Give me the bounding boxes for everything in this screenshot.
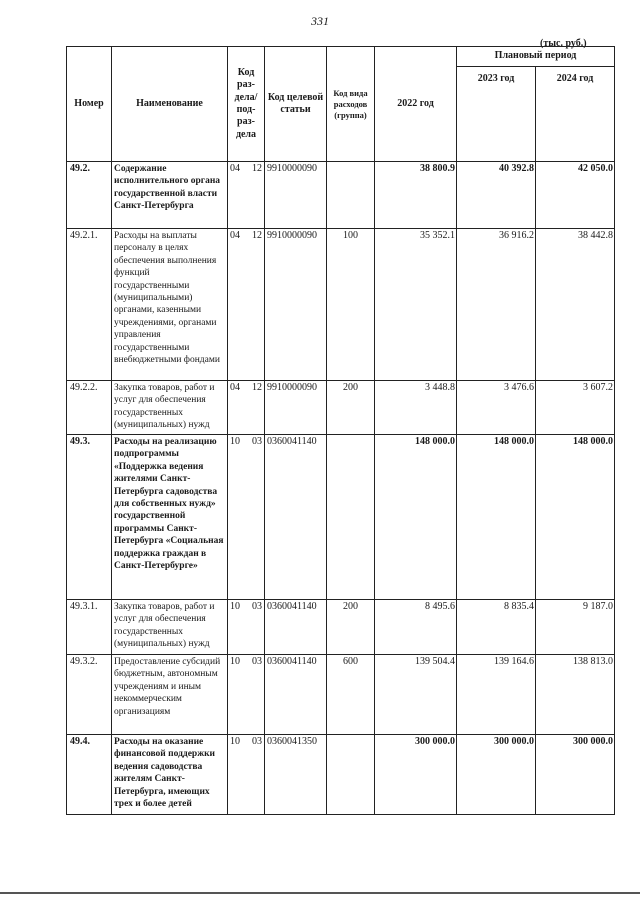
row-target: 0360041140 bbox=[265, 655, 327, 735]
row-2023: 3 476.6 bbox=[457, 381, 536, 435]
row-name: Закупка товаров, работ и услуг для обеспечения государственных (муниципальных) нужд bbox=[112, 381, 228, 435]
subsection-code: 12 bbox=[252, 230, 262, 241]
section-code: 04 bbox=[230, 230, 240, 241]
section-code: 10 bbox=[230, 601, 240, 612]
row-2023: 148 000.0 bbox=[457, 435, 536, 600]
section-code: 04 bbox=[230, 382, 240, 393]
footer-rule bbox=[0, 892, 640, 894]
section-code: 04 bbox=[230, 163, 240, 174]
header-section: Код раз- дела/ под- раз- дела bbox=[228, 47, 265, 162]
row-number: 49.2.2. bbox=[67, 381, 112, 435]
row-number: 49.3.2. bbox=[67, 655, 112, 735]
row-name: Расходы на оказание финансовой поддержки ведения садоводства жителям Санкт-Петербурга, имеющих трех и более детей bbox=[112, 735, 228, 815]
row-number: 49.4. bbox=[67, 735, 112, 815]
row-expense-type: 200 bbox=[327, 600, 375, 655]
table-row bbox=[67, 655, 615, 735]
row-section bbox=[228, 735, 265, 815]
row-2022: 8 495.6 bbox=[375, 600, 457, 655]
row-target: 9910000090 bbox=[265, 229, 327, 381]
row-number: 49.3. bbox=[67, 435, 112, 600]
row-name: Закупка товаров, работ и услуг для обеспечения государственных (муниципальных) нужд bbox=[112, 600, 228, 655]
header-plan-period: Плановый период bbox=[457, 47, 615, 67]
row-section bbox=[228, 381, 265, 435]
page-number: 331 bbox=[311, 14, 329, 28]
row-2023: 40 392.8 bbox=[457, 162, 536, 229]
header-2022: 2022 год bbox=[375, 47, 457, 162]
header-number: Номер bbox=[67, 47, 112, 162]
row-2022: 3 448.8 bbox=[375, 381, 457, 435]
row-target: 9910000090 bbox=[265, 381, 327, 435]
row-name: Предоставление субсидий бюджетным, автономным учреждениям и иным некоммерческим организациям bbox=[112, 655, 228, 735]
table-row bbox=[67, 600, 615, 655]
row-2022: 35 352.1 bbox=[375, 229, 457, 381]
row-2024: 138 813.0 bbox=[536, 655, 615, 735]
row-section bbox=[228, 229, 265, 381]
subsection-code: 03 bbox=[252, 656, 262, 667]
row-name: Расходы на выплаты персоналу в целях обеспечения выполнения функций государственными (муниципальными) органами, казенными учреждениями, органами управления государственными внебюджетными фондами bbox=[112, 229, 228, 381]
row-2024: 300 000.0 bbox=[536, 735, 615, 815]
section-code: 10 bbox=[230, 656, 240, 667]
row-number: 49.2. bbox=[67, 162, 112, 229]
row-2023: 8 835.4 bbox=[457, 600, 536, 655]
header-2023: 2023 год bbox=[457, 67, 536, 162]
budget-table bbox=[66, 46, 615, 815]
table-row bbox=[67, 162, 615, 229]
row-2022: 38 800.9 bbox=[375, 162, 457, 229]
row-number: 49.2.1. bbox=[67, 229, 112, 381]
table-row bbox=[67, 381, 615, 435]
row-expense-type bbox=[327, 435, 375, 600]
row-target: 0360041140 bbox=[265, 435, 327, 600]
section-code: 10 bbox=[230, 436, 240, 447]
table-row bbox=[67, 435, 615, 600]
row-2024: 3 607.2 bbox=[536, 381, 615, 435]
subsection-code: 03 bbox=[252, 601, 262, 612]
row-section bbox=[228, 600, 265, 655]
row-expense-type: 100 bbox=[327, 229, 375, 381]
row-2024: 42 050.0 bbox=[536, 162, 615, 229]
row-section bbox=[228, 435, 265, 600]
row-target: 9910000090 bbox=[265, 162, 327, 229]
row-2023: 300 000.0 bbox=[457, 735, 536, 815]
subsection-code: 12 bbox=[252, 382, 262, 393]
row-expense-type bbox=[327, 735, 375, 815]
row-expense-type: 200 bbox=[327, 381, 375, 435]
row-target: 0360041140 bbox=[265, 600, 327, 655]
row-name: Содержание исполнительного органа государственной власти Санкт-Петербурга bbox=[112, 162, 228, 229]
row-2023: 36 916.2 bbox=[457, 229, 536, 381]
row-target: 0360041350 bbox=[265, 735, 327, 815]
row-2023: 139 164.6 bbox=[457, 655, 536, 735]
row-section bbox=[228, 655, 265, 735]
row-2022: 139 504.4 bbox=[375, 655, 457, 735]
row-2022: 300 000.0 bbox=[375, 735, 457, 815]
row-expense-type bbox=[327, 162, 375, 229]
section-code: 10 bbox=[230, 736, 240, 747]
header-2024: 2024 год bbox=[536, 67, 615, 162]
row-2024: 38 442.8 bbox=[536, 229, 615, 381]
row-name: Расходы на реализацию подпрограммы «Поддержка ведения жителями Санкт-Петербурга садоводства для собственных нужд» государственной программы Санкт-Петербурга «Социальная поддержка граждан в Санкт-Петербурге» bbox=[112, 435, 228, 600]
row-expense-type: 600 bbox=[327, 655, 375, 735]
header-name: Наименование bbox=[112, 47, 228, 162]
row-2024: 148 000.0 bbox=[536, 435, 615, 600]
header-expense-type: Код вида расходов (группа) bbox=[327, 47, 375, 162]
row-2024: 9 187.0 bbox=[536, 600, 615, 655]
row-number: 49.3.1. bbox=[67, 600, 112, 655]
subsection-code: 12 bbox=[252, 163, 262, 174]
table-row bbox=[67, 735, 615, 815]
table-row bbox=[67, 229, 615, 381]
row-2022: 148 000.0 bbox=[375, 435, 457, 600]
header-target: Код целевой статьи bbox=[265, 47, 327, 162]
subsection-code: 03 bbox=[252, 736, 262, 747]
units-label: (тыс. руб.) bbox=[540, 38, 587, 49]
subsection-code: 03 bbox=[252, 436, 262, 447]
row-section bbox=[228, 162, 265, 229]
